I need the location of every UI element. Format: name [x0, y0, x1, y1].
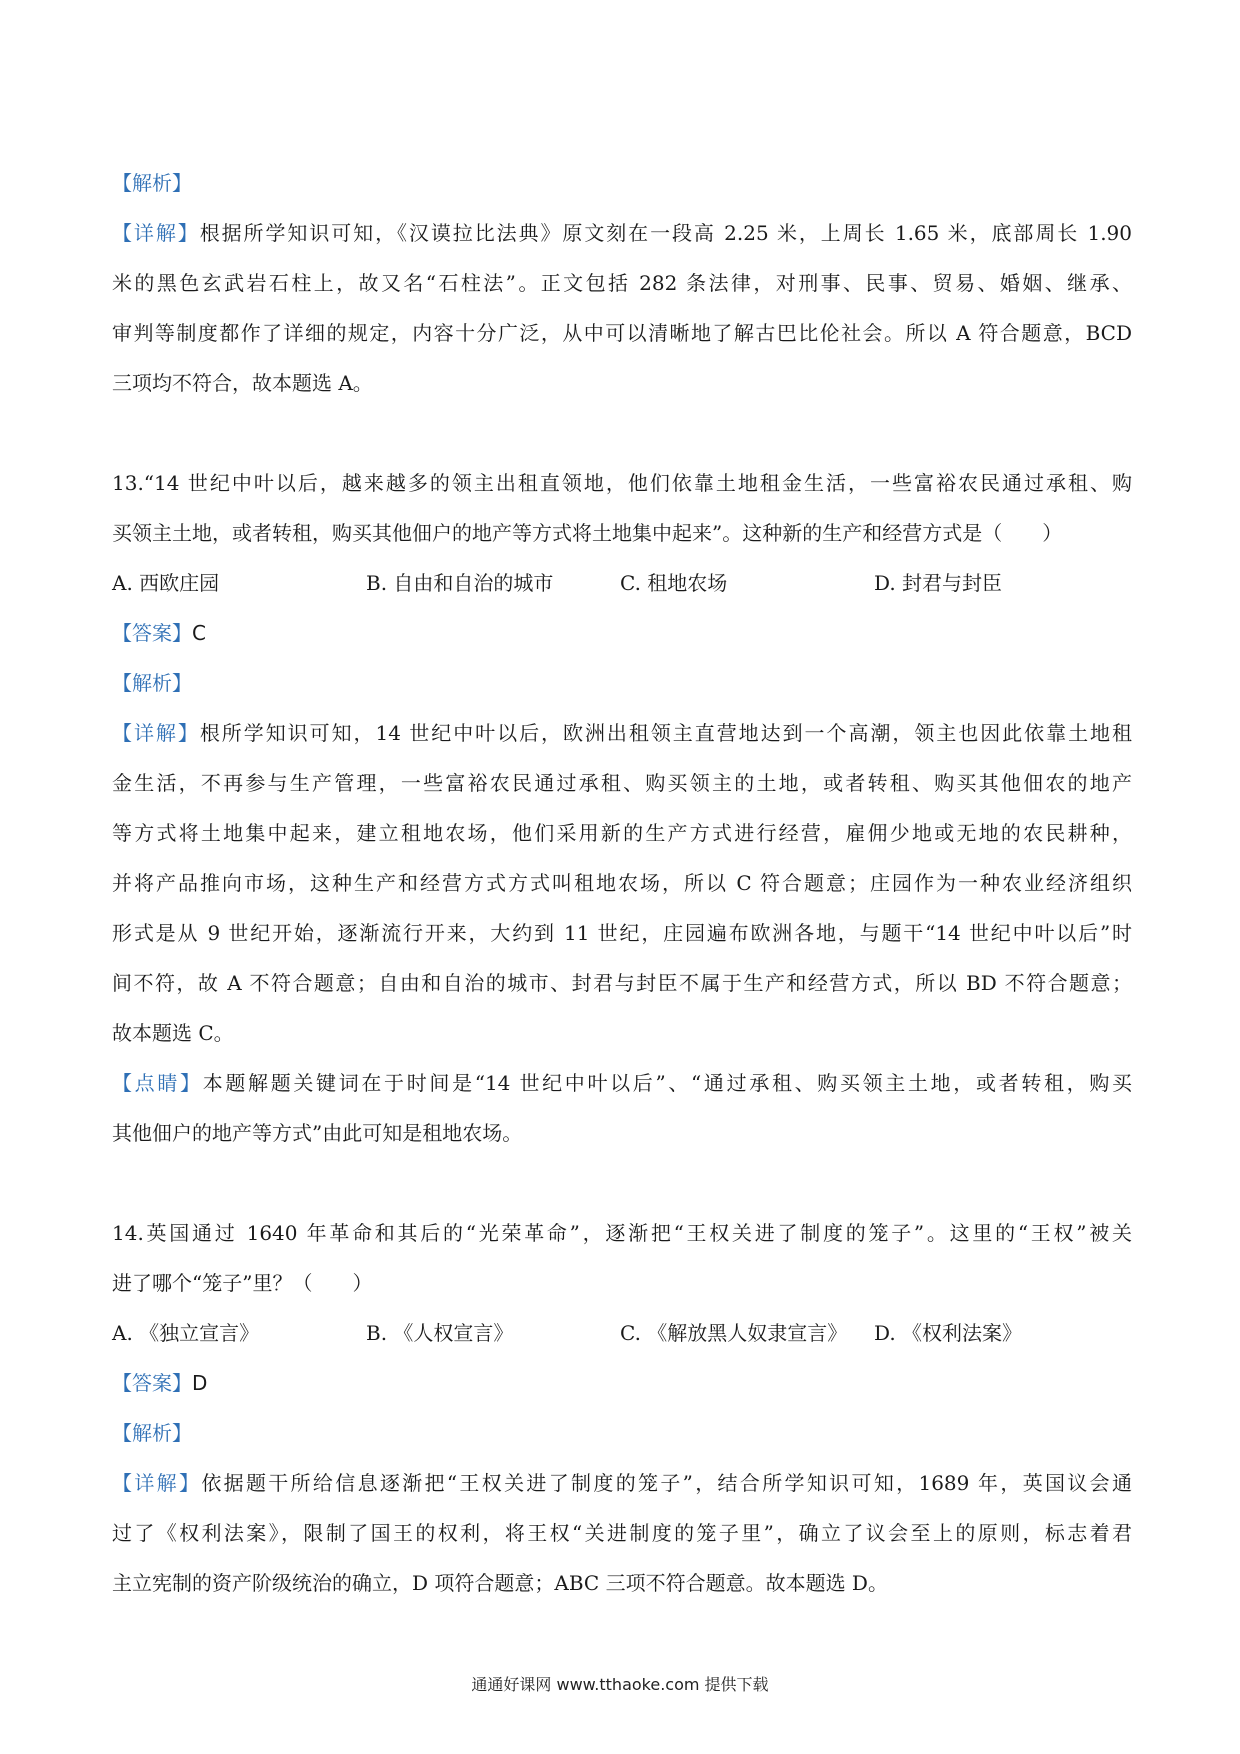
- q12-detail-line-3: 审判等制度都作了详细的规定，内容十分广泛，从中可以清晰地了解古巴比伦社会。所以 A 符合题意，BCD: [112, 321, 1132, 345]
- detail-text: 根所学知识可知，14 世纪中叶以后，欧洲出租领主直营地达到一个高潮，领主也因此依靠土地租: [199, 721, 1132, 745]
- q12-detail-line-2: 米的黑色玄武岩石柱上，故又名“石柱法”。正文包括 282 条法律，对刑事、民事、贸易、婚姻、继承、: [112, 271, 1132, 295]
- answer-label: 【答案】D: [112, 1371, 208, 1395]
- q12-detail-line-1: [112, 208, 1132, 258]
- q12-analysis: [112, 158, 1132, 208]
- q14-detail-line-3: 主立宪制的资产阶级统治的确立，D 项符合题意；ABC 三项不符合题意。故本题选 D。: [112, 1571, 888, 1595]
- q14-question-line-1: 14.英国通过 1640 年革命和其后的“光荣革命”，逐渐把“王权关进了制度的笼子”。这里的“王权”被关: [112, 1221, 1132, 1245]
- q13-option-d[interactable]: D. 封君与封臣: [874, 571, 1003, 595]
- q13-point-line-1: [112, 1058, 1132, 1108]
- q14-detail-line-1: [112, 1458, 1132, 1508]
- answer-label: 【答案】C: [112, 621, 206, 645]
- q14-option-b[interactable]: B. 《人权宣言》: [366, 1321, 514, 1345]
- page-content: [112, 158, 1132, 1608]
- q13-detail-line-5: 形式是从 9 世纪开始，逐渐流行开来，大约到 11 世纪，庄园遍布欧洲各地，与题干“14 世纪中叶以后”时: [112, 921, 1132, 945]
- q13-detail-line-6: 间不符，故 A 不符合题意；自由和自治的城市、封君与封臣不属于生产和经营方式，所以 BD 不符合题意；: [112, 971, 1132, 995]
- q14-option-d[interactable]: D. 《权利法案》: [874, 1321, 1023, 1345]
- q14-answer: [112, 1358, 1132, 1408]
- q13-point-line-2: 其他佃户的地产等方式”由此可知是租地农场。: [112, 1121, 523, 1145]
- spacer: [112, 1158, 1132, 1208]
- point-text: 本题解题关键词在于时间是“14 世纪中叶以后”、“通过承租、购买领主土地，或者转租，购买: [202, 1071, 1132, 1095]
- q13-detail-line-2: 金生活，不再参与生产管理，一些富裕农民通过承租、购买领主的土地，或者转租、购买其他佃农的地产: [112, 771, 1132, 795]
- q13-analysis: [112, 658, 1132, 708]
- answer-value: C: [192, 621, 206, 645]
- page-footer: 通通好课网 www.tthaoke.com 提供下载: [471, 1675, 769, 1694]
- q13-detail-line-1: [112, 708, 1132, 758]
- detail-text: 依据题干所给信息逐渐把“王权关进了制度的笼子”，结合所学知识可知，1689 年，英国议会通: [201, 1471, 1132, 1495]
- q13-detail-line-4: 并将产品推向市场，这种生产和经营方式方式叫租地农场，所以 C 符合题意；庄园作为一种农业经济组织: [112, 871, 1132, 895]
- q13-options: [112, 558, 1132, 608]
- analysis-label: 【解析】: [112, 671, 192, 695]
- point-label: 【点睛】: [112, 1071, 203, 1095]
- q14-options: [112, 1308, 1132, 1358]
- q14-analysis: [112, 1408, 1132, 1458]
- q13-question-line-1: 13.“14 世纪中叶以后，越来越多的领主出租直领地，他们依靠土地租金生活，一些富裕农民通过承租、购: [112, 471, 1132, 495]
- q13-option-b[interactable]: B. 自由和自治的城市: [366, 571, 554, 595]
- q14-detail-line-2: 过了《权利法案》，限制了国王的权利，将王权“关进制度的笼子里”，确立了议会至上的原则，标志着君: [112, 1521, 1132, 1545]
- analysis-label: 【解析】: [112, 171, 192, 195]
- answer-value: D: [192, 1371, 208, 1395]
- detail-label: 【详解】: [112, 1471, 202, 1495]
- q13-answer: [112, 608, 1132, 658]
- detail-label: 【详解】: [112, 221, 200, 245]
- q13-detail-line-7: 故本题选 C。: [112, 1021, 234, 1045]
- q14-question-line-2: 进了哪个“笼子”里？（ ）: [112, 1271, 373, 1295]
- detail-label: 【详解】: [112, 721, 200, 745]
- spacer: [112, 408, 1132, 458]
- q12-detail-line-4: 三项均不符合，故本题选 A。: [112, 371, 373, 395]
- q14-option-c[interactable]: C. 《解放黑人奴隶宣言》: [620, 1321, 848, 1345]
- q14-option-a[interactable]: A. 《独立宣言》: [112, 1321, 260, 1345]
- q13-question-line-2: 买领主土地，或者转租，购买其他佃户的地产等方式将土地集中起来”。这种新的生产和经营方式是（ ）: [112, 521, 1063, 545]
- analysis-label: 【解析】: [112, 1421, 192, 1445]
- q13-detail-line-3: 等方式将土地集中起来，建立租地农场，他们采用新的生产方式进行经营，雇佣少地或无地的农民耕种，: [112, 821, 1132, 845]
- q13-option-c[interactable]: C. 租地农场: [620, 571, 728, 595]
- q13-option-a[interactable]: A. 西欧庄园: [112, 571, 220, 595]
- detail-text: 根据所学知识可知，《汉谟拉比法典》原文刻在一段高 2.25 米，上周长 1.65 米，底部周长 1.90: [199, 221, 1132, 245]
